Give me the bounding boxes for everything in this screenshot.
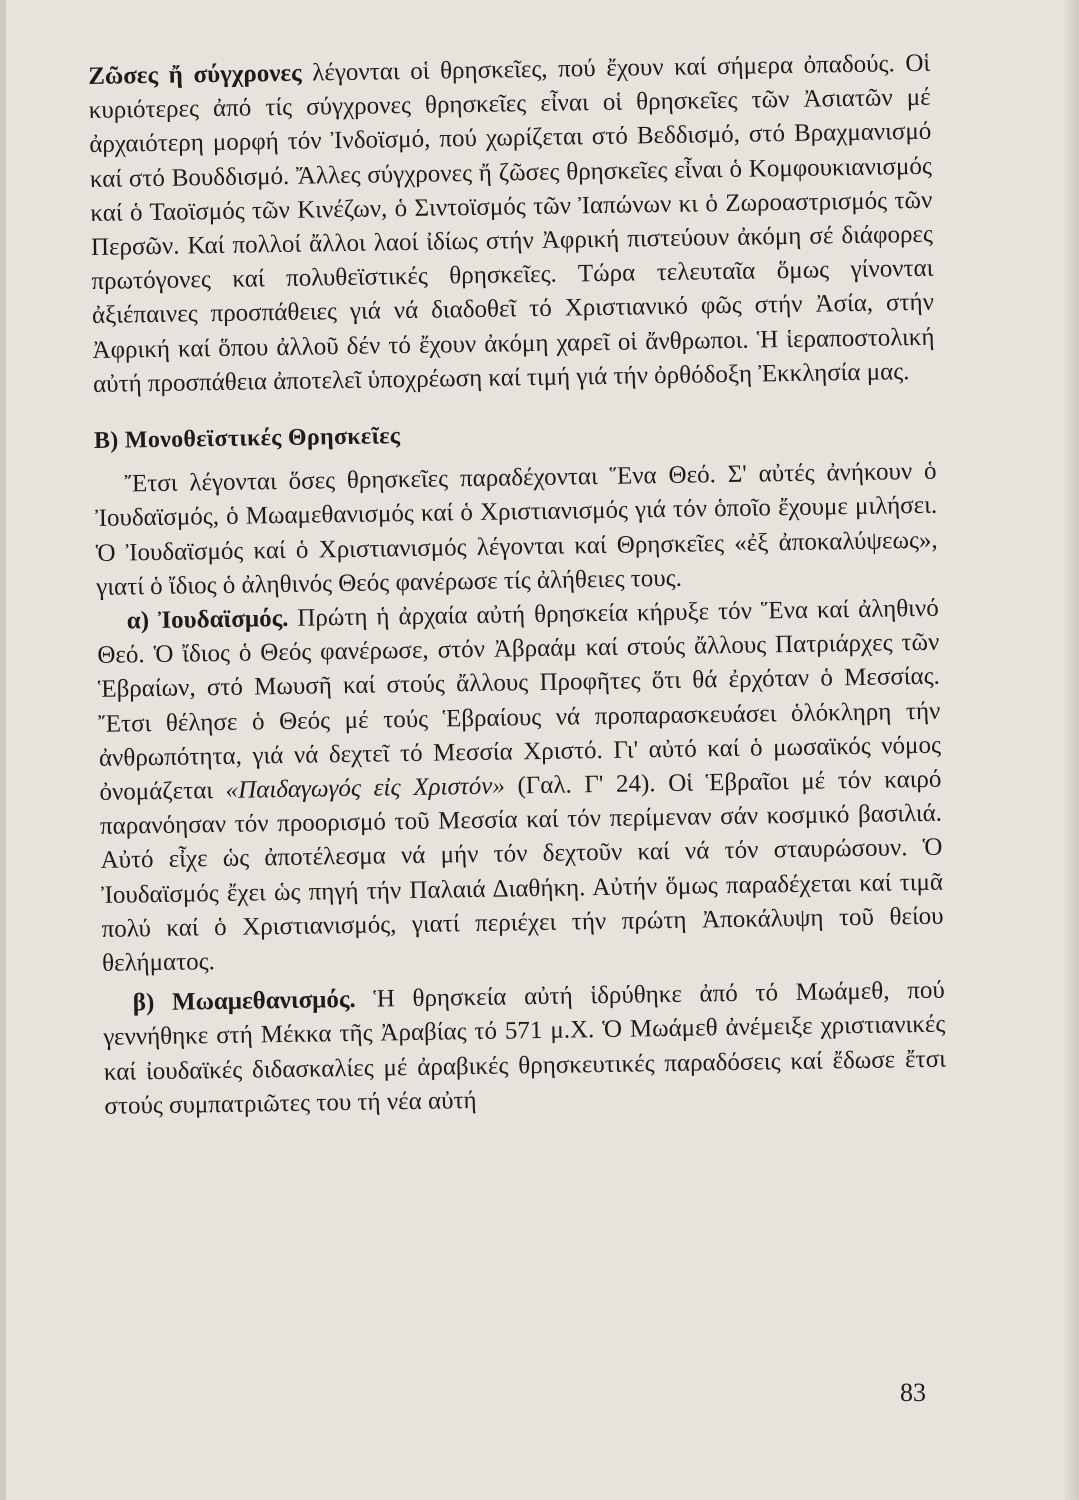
page-edge-left <box>0 0 6 1500</box>
paragraph-text: λέγονται οἱ θρησκεῖες, πού ἔχουν καί σήμερα ὀπαδούς. Οἱ κυριότερες ἀπό τίς σύγχρονες θρησκεῖες εἶναι οἱ θρησκεῖες τῶν Ἀσιατῶν μέ ἀρχαιότερη μορφή τόν Ἰνδοϊσμό, πού χωρίζεται στό Βεδδισμό, στό Βραχμανισμό καί στό Βουδδισμό. Ἄλλες σύγχρονες ἤ ζῶσες θρησκεῖες εἶναι ὁ Κομφουκιανισμός καί ὁ Ταοϊσμός τῶν Κινέζων, ὁ Σιντοϊσμός τῶν Ἰαπώνων κι ὁ Ζωροαστρισμός τῶν Περσῶν. Καί πολλοί ἄλλοι λαοί ἰδίως στήν Ἀφρική πιστεύουν ἀκόμη σέ διάφορες πρωτόγονες καί πολυθεϊστικές θρησκεῖες. Τώρα τελευταῖα ὅμως γίνονται ἀξιέπαινες προσπάθειες γιά νά διαδοθεῖ τό Χριστιανικό φῶς στήν Ἀσία, στήν Ἀφρική καί ὅπου ἀλλοῦ δέν τό ἔχουν ἀκόμη χαρεῖ οἱ ἄνθρωποι. Ἡ ἱεραποστολική αὐτή προσπάθεια ἀποτελεῖ ὑποχρέωση καί τιμή γιά τήν ὀρθόδοξη Ἐκκλησία μας. <box>88 49 935 398</box>
page-edge-right <box>1065 0 1079 1500</box>
paragraph-text: Ἡ θρησκεία αὐτή ἱδρύθηκε ἀπό τό Μωάμεθ, πού γεννήθηκε στή Μέκκα τῆς Ἀραβίας τό 571 μ.Χ. Ὁ Μωάμεθ ἀνέμειξε χριστιανικές καί ἰουδαϊκές διδασκαλίες μέ ἀραβικές θρησκευτικές παραδόσεις καί ἔδωσε ἔτσι στούς συμπατριῶτες του τή νέα αὐτή <box>103 976 947 1120</box>
paragraph-living-religions <box>88 47 935 402</box>
paragraph-islam <box>103 974 947 1124</box>
paragraph-monotheistic-intro: Ἔτσι λέγονται ὅσες θρησκεῖες παραδέχονται Ἕνα Θεό. Σ' αὐτές ἀνήκουν ὁ Ἰουδαϊσμός, ὁ Μωαμεθανισμός καί ὁ Χριστιανισμός γιά τόν ὁποῖο ἔχουμε μιλήσει. Ὁ Ἰουδαϊσμός καί ὁ Χριστιανισμός λέγονται καί Θρησκεῖες «ἐξ ἀποκαλύψεως», γιατί ὁ ἴδιος ὁ ἀληθινός Θεός φανέρωσε τίς ἀλήθειες τους. <box>94 457 938 601</box>
subheading-islam: β) Μωαμεθανισμός. <box>132 986 356 1017</box>
paragraph-text: Πρώτη ἡ ἀρχαία αὐτή θρησκεία κήρυξε τόν Ἕνα καί ἀληθινό Θεό. Ὁ ἴδιος ὁ Θεός φανέρωσε, στόν Ἀβραάμ καί στούς ἄλλους Πατριάρχες τῶν Ἑβραίων, στό Μωυσῆ καί στούς ἄλλους Προφῆτες ὅτι θά ἐρχόταν ὁ Μεσσίας. Ἔτσι θέλησε ὁ Θεός μέ τούς Ἑβραίους νά προπαρασκευάσει ὁλόκληρη τήν ἀνθρωπότητα, γιά νά δεχτεῖ τό Μεσσία Χριστό. Γι' αὐτό καί ὁ μωσαϊκός νόμος ὀνομάζεται <box>97 594 942 806</box>
paragraph-text: (Γαλ. Γ' 24). Οἱ Ἑβραῖοι μέ τόν καιρό παρανόησαν τόν προορισμό τοῦ Μεσσία καί τόν περίμεναν σάν κοσμικό βασιλιά. Αὐτό εἶχε ὡς ἀποτέλεσμα νά μήν τόν δεχτοῦν καί νά τόν σταυρώσουν. Ὁ Ἰουδαϊσμός ἔχει ὡς πηγή τήν Παλαιά Διαθήκη. Αὐτήν ὅμως παραδέχεται καί τιμᾶ πολύ καί ὁ Χριστιανισμός, γιατί περιέχει τήν πρώτη Ἀποκάλυψη τοῦ θείου θελήματος. <box>99 765 944 977</box>
term-living-religions: Ζῶσες ἤ σύγχρονες <box>88 59 302 90</box>
subheading-judaism: α) Ἰουδαϊσμός. <box>126 604 289 635</box>
body-text <box>88 47 947 1124</box>
quote-paidagogos: «Παιδαγωγός εἰς Χριστόν» <box>225 772 506 804</box>
page-number: 83 <box>900 1378 926 1407</box>
section-heading-monotheistic: Β) Μονοθεϊστικές Θρησκεῖες <box>93 423 401 454</box>
paragraph-judaism <box>97 592 945 981</box>
